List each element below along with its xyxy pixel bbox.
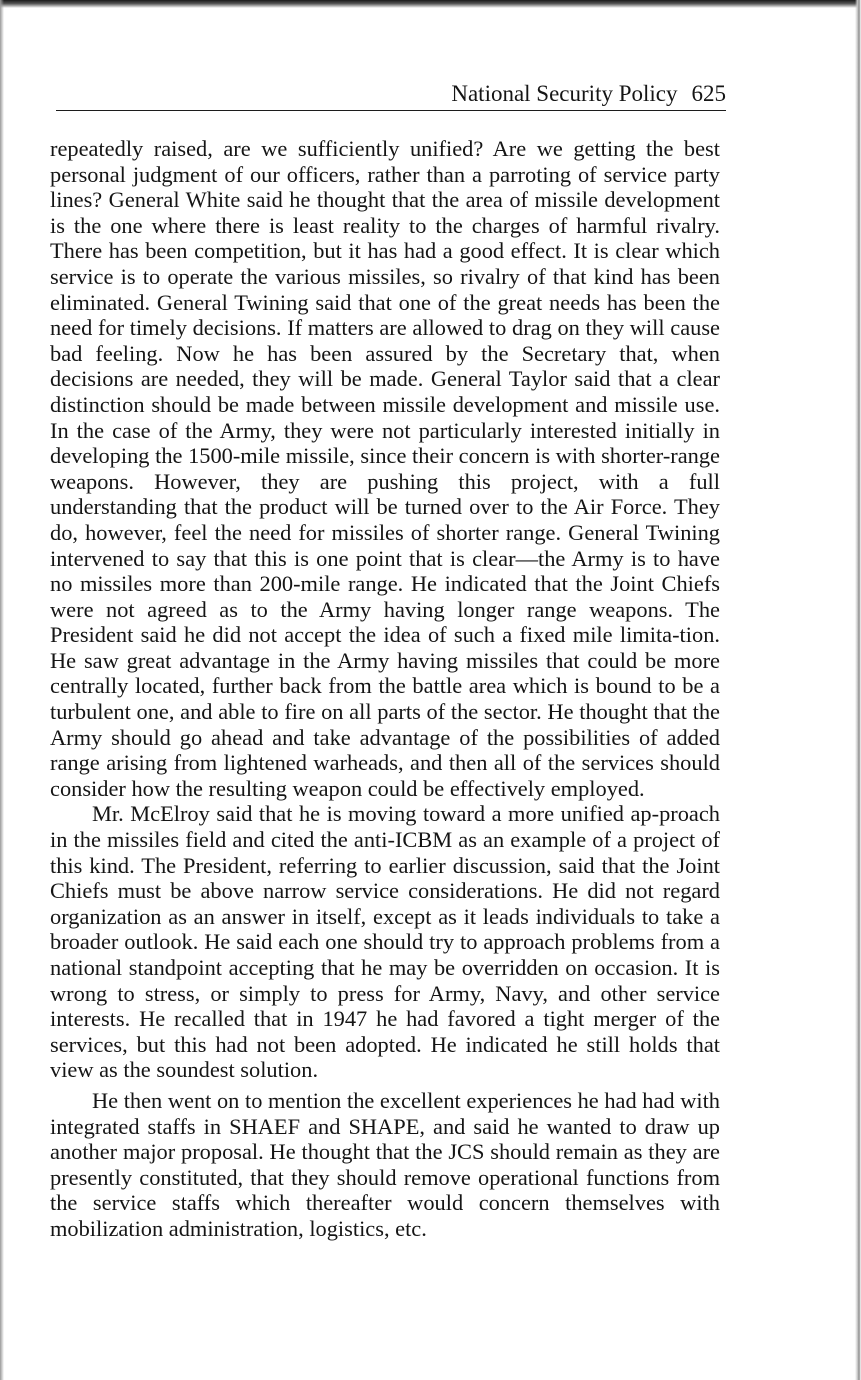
scan-top-edge	[0, 0, 861, 8]
page-number: 625	[691, 81, 726, 106]
paragraph-continued: repeatedly raised, are we sufficiently unified? Are we getting the best personal judgment of our officers, rather than a parroting of service party lines? General White said he thought that the area of missile development is the one where there is least reality to the charges of harmful rivalry. There has been competition, but it has had a good effect. It is clear which service is to operate the various missiles, so rivalry of that kind has been eliminated. General Twining said that one of the great needs has been the need for timely decisions. If matters are allowed to drag on they will cause bad feeling. Now he has been assured by the Secretary that, when decisions are needed, they will be made. General Taylor said that a clear distinction should be made between missile development and missile use. In the case of the Army, they were not particularly interested initially in developing the 1500-mile missile, since their concern is with shorter-range weapons. However, they are pushing this project, with a full understanding that the product will be turned over to the Air Force. They do, however, feel the need for missiles of shorter range. General Twining intervened to say that this is one point that is clear—the Army is to have no missiles more than 200-mile range. He indicated that the Joint Chiefs were not agreed as to the Army having longer range weapons. The President said he did not accept the idea of such a fixed mile limita-tion. He saw great advantage in the Army having missiles that could be more centrally located, further back from the battle area which is bound to be a turbulent one, and able to fire on all parts of the sector. He thought that the Army should go ahead and take advantage of the possibilities of added range arising from lightened warheads, and then all of the services should consider how the resulting weapon could be effectively employed.	[50, 136, 720, 801]
paragraph-mcelroy: Mr. McElroy said that he is moving toward a more unified ap-proach in the missiles field and cited the anti-ICBM as an example of a project of this kind. The President, referring to earlier discussion, said that the Joint Chiefs must be above narrow service considerations. He did not regard organization as an answer in itself, except as it leads individuals to take a broader outlook. He said each one should try to approach problems from a national standpoint accepting that he may be overridden on occasion. It is wrong to stress, or simply to press for Army, Navy, and other service interests. He recalled that in 1947 he had favored a tight merger of the services, but this had not been adopted. He indicated he still holds that view as the soundest solution.	[50, 801, 720, 1083]
scan-left-edge	[0, 0, 4, 1380]
body-text	[50, 136, 720, 1242]
header-title: National Security Policy	[451, 81, 678, 106]
paragraph-integrated-staffs: He then went on to mention the excellent experiences he had had with integrated staffs in SHAEF and SHAPE, and said he wanted to draw up another major proposal. He thought that the JCS should remain as they are presently constituted, that they should remove operational functions from the service staffs which thereafter would concern themselves with mobilization administration, logistics, etc.	[50, 1087, 720, 1241]
running-header	[56, 78, 726, 111]
scan-right-edge	[851, 0, 861, 1380]
